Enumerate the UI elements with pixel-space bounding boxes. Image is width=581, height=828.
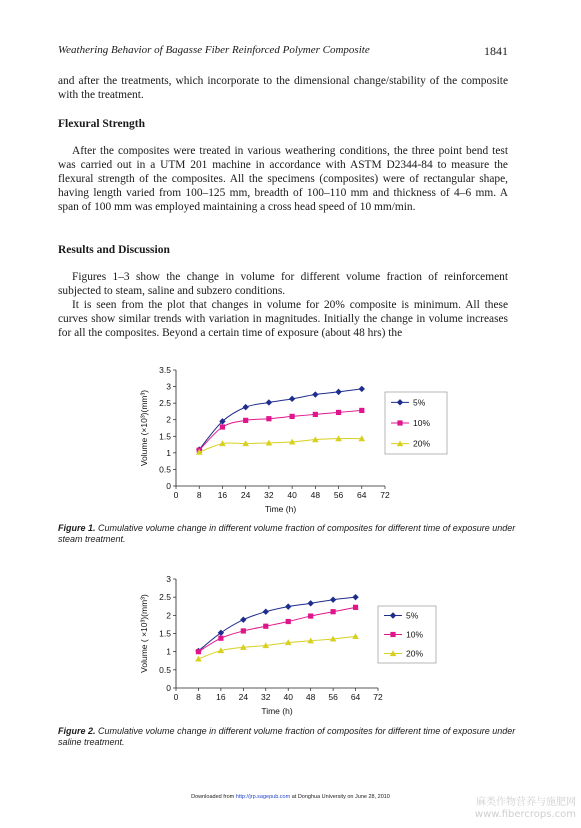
- legend-marker: [390, 612, 396, 618]
- x-tick-label: 8: [196, 490, 202, 500]
- paragraph-results-2: It is seen from the plot that changes in volume for 20% composite is minimum. All these curves show similar trends with variation in magnitudes. Initially the change in volume increases for all the composites. Beyond a certain time of exposure (about 48 hrs) the: [58, 299, 508, 340]
- running-title: Weathering Behavior of Bagasse Fiber Reinforced Polymer Composite: [58, 44, 370, 56]
- axes: [159, 574, 383, 702]
- legend-label: 5%: [406, 610, 419, 621]
- y-tick-label: 0: [166, 481, 171, 491]
- data-point: [307, 600, 313, 606]
- legend: [385, 392, 447, 454]
- section-heading-flexural-strength: Flexural Strength: [58, 118, 145, 130]
- watermark: [448, 797, 576, 821]
- data-point: [240, 616, 246, 622]
- x-tick-label: 56: [333, 490, 344, 500]
- data-point: [289, 396, 295, 402]
- footer-suffix: at Donghua University on June 28, 2010: [291, 794, 390, 800]
- y-tick-label: 3: [166, 381, 171, 392]
- x-tick-label: 32: [264, 490, 274, 500]
- x-tick-label: 72: [373, 692, 383, 702]
- data-point: [241, 628, 246, 633]
- data-point: [359, 408, 364, 413]
- x-axis-label: Time (h): [264, 504, 297, 514]
- x-tick-label: 48: [310, 490, 321, 500]
- x-tick-label: 0: [173, 490, 179, 500]
- x-tick-label: 56: [328, 692, 338, 702]
- x-tick-label: 48: [305, 692, 316, 702]
- figure-1-caption: [58, 523, 518, 545]
- y-tick-label: 0.5: [159, 664, 171, 675]
- y-tick-label: 1.5: [159, 628, 171, 639]
- y-tick-label: 1.5: [159, 431, 171, 442]
- data-point: [359, 386, 365, 392]
- legend-marker: [390, 632, 395, 637]
- x-tick-label: 40: [283, 692, 293, 702]
- data-point: [308, 613, 313, 618]
- data-point: [195, 656, 202, 662]
- data-point: [218, 636, 223, 641]
- data-point: [243, 418, 248, 423]
- y-tick-label: 2.5: [159, 398, 171, 409]
- data-point: [352, 594, 358, 600]
- legend-marker: [397, 399, 403, 405]
- data-point: [330, 597, 336, 603]
- paragraph-intro: and after the treatments, which incorporate to the dimensional change/stability of the composite with the treatment.: [58, 75, 508, 102]
- y-tick-label: 0.5: [159, 464, 171, 475]
- data-point: [312, 391, 318, 397]
- x-tick-label: 16: [217, 490, 228, 500]
- footer-prefix: Downloaded from: [191, 794, 235, 800]
- section-heading-results: Results and Discussion: [58, 244, 170, 256]
- x-axis-label: Time (h): [261, 706, 293, 716]
- legend-marker: [397, 420, 402, 425]
- y-tick-label: 1: [166, 447, 171, 458]
- data-point: [285, 603, 291, 609]
- y-tick-label: 1: [166, 646, 171, 657]
- paragraph-results-1: Figures 1–3 show the change in volume for different volume fraction of reinforcement subjected to steam, saline and subzero conditions.: [58, 271, 508, 298]
- axes: [159, 365, 390, 500]
- data-point: [335, 389, 341, 395]
- page-number: 1841: [484, 44, 508, 58]
- data-point: [263, 609, 269, 615]
- figure-1-label: Figure 1.: [58, 523, 96, 533]
- figure-2-label: Figure 2.: [58, 726, 96, 736]
- x-tick-label: 16: [216, 692, 226, 702]
- data-point: [313, 412, 318, 417]
- legend-label: 20%: [413, 438, 431, 449]
- data-point: [196, 649, 201, 654]
- watermark-line-2: www.fibercrops.com: [474, 809, 576, 820]
- data-point: [331, 609, 336, 614]
- data-point: [352, 633, 359, 639]
- data-point: [266, 399, 272, 405]
- y-tick-label: 3.5: [159, 365, 171, 375]
- figure-2-chart: [0, 570, 581, 725]
- figure-2-caption-text: Cumulative volume change in different volume fraction of composites for different time of exposure under saline treatment.: [58, 726, 516, 747]
- data-point: [263, 624, 268, 629]
- data-point: [242, 404, 248, 410]
- data-point: [336, 410, 341, 415]
- legend: [378, 606, 436, 663]
- series-10pct: [196, 605, 358, 655]
- legend-label: 5%: [413, 397, 426, 408]
- figure-1-caption-text: Cumulative volume change in different volume fraction of composites for different time of exposure under steam treatment.: [58, 523, 516, 544]
- y-tick-label: 2: [166, 414, 171, 425]
- series-20pct: [196, 435, 365, 454]
- x-tick-label: 64: [357, 490, 367, 500]
- x-tick-label: 24: [238, 692, 249, 702]
- x-tick-label: 32: [261, 692, 271, 702]
- paragraph-flexural: After the composites were treated in various weathering conditions, the three point bend test was carried out in a UTM 201 machine in accordance with ASTM D2344-84 to measure the flexural strength of the composites. All the specimens (composites) were of rectangular shape, having length varied from 100–125 mm, breadth of 100–110 mm and thickness of 4–6 mm. A span of 100 mm was employed maintaining a cross head speed of 10 mm/min.: [58, 145, 508, 214]
- x-tick-label: 8: [196, 692, 201, 702]
- x-tick-label: 72: [380, 490, 390, 500]
- watermark-line-1: 麻类作物营养与施肥网: [476, 797, 576, 808]
- y-axis-label: Volume (×10³)(mm³): [139, 389, 149, 467]
- data-point: [220, 424, 225, 429]
- running-head: [58, 44, 508, 56]
- y-tick-label: 0: [166, 683, 171, 693]
- x-tick-label: 24: [240, 490, 251, 500]
- y-tick-label: 3: [166, 574, 171, 584]
- legend-label: 10%: [406, 629, 424, 640]
- figure-1-chart: [0, 362, 581, 522]
- x-tick-label: 0: [173, 692, 179, 702]
- y-axis-label: Volume ( ×10³)(mm³): [139, 594, 149, 673]
- x-tick-label: 64: [350, 692, 361, 702]
- data-point: [266, 416, 271, 421]
- legend-label: 20%: [406, 648, 424, 659]
- data-point: [290, 414, 295, 419]
- footer-link[interactable]: http://jrp.sagepub.com: [235, 794, 291, 800]
- y-tick-label: 2.5: [159, 592, 171, 603]
- data-point: [286, 619, 291, 624]
- x-tick-label: 40: [287, 490, 297, 500]
- legend-label: 10%: [413, 418, 431, 428]
- data-point: [353, 605, 358, 610]
- y-tick-label: 2: [166, 610, 171, 621]
- figure-2-caption: [58, 726, 518, 748]
